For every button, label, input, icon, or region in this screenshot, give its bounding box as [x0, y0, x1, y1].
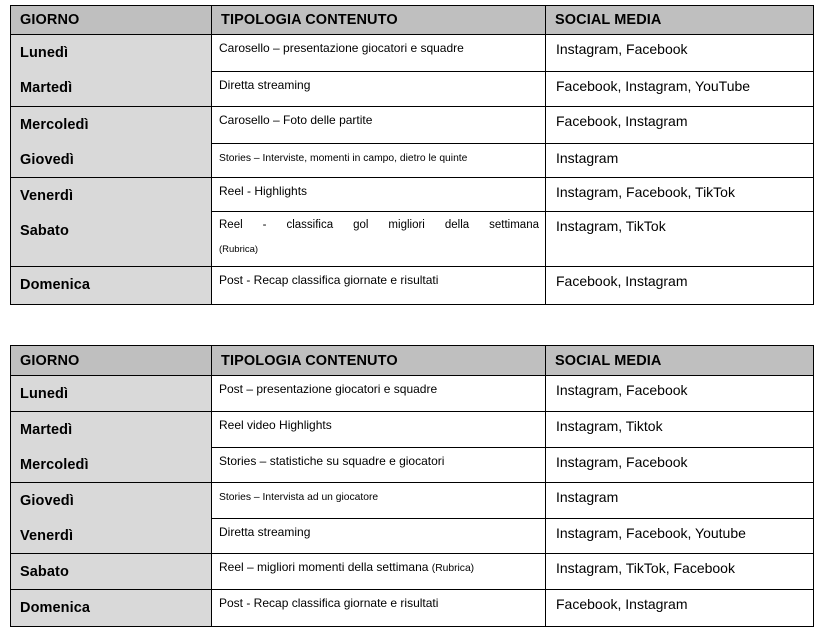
- day-label: Lunedì: [20, 44, 69, 61]
- day-cell-sabato: [11, 554, 212, 590]
- social-cell: Instagram, Tiktok: [546, 412, 814, 448]
- day-label: Sabato: [20, 563, 69, 580]
- content-cell: Post - Recap classifica giornate e risultati: [212, 590, 546, 627]
- day-label: Giovedì: [20, 492, 74, 509]
- content-cell: Stories – statistiche su squadre e giocatori: [212, 447, 546, 483]
- header-cell-contenuto: TIPOLOGIA CONTENUTO: [212, 6, 546, 35]
- day-cell-mercoledi-giovedi: [11, 107, 212, 178]
- content-cell: Stories – Intervista ad un giocatore: [212, 483, 546, 519]
- social-cell: Facebook, Instagram: [546, 590, 814, 627]
- rubrica-note: (Rubrica): [219, 243, 259, 255]
- table-row: [11, 267, 814, 305]
- header-cell-contenuto: TIPOLOGIA CONTENUTO: [212, 346, 546, 376]
- day-cell-martedi-mercoledi: [11, 412, 212, 483]
- header-cell-social: SOCIAL MEDIA: [546, 346, 814, 376]
- social-cell: Instagram, TikTok: [546, 212, 814, 267]
- content-cell: Diretta streaming: [212, 72, 546, 107]
- day-cell-venerdi-sabato: [11, 178, 212, 267]
- table-row: [11, 178, 814, 212]
- table-row: [11, 483, 814, 519]
- social-cell: Facebook, Instagram: [546, 267, 814, 305]
- header-row: [11, 6, 814, 35]
- content-cell: [212, 212, 546, 267]
- social-cell: Instagram: [546, 483, 814, 519]
- table-row: [11, 590, 814, 627]
- day-cell-domenica: [11, 267, 212, 305]
- header-cell-social: SOCIAL MEDIA: [546, 6, 814, 35]
- day-cell-giovedi-venerdi: [11, 483, 212, 554]
- table-row: [11, 554, 814, 590]
- content-cell: Post - Recap classifica giornate e risultati: [212, 267, 546, 305]
- social-cell: Instagram, Facebook: [546, 376, 814, 412]
- content-text: Reel – migliori momenti della settimana: [219, 560, 429, 574]
- day-cell-lunedi: [11, 376, 212, 412]
- content-cell: Diretta streaming: [212, 518, 546, 554]
- day-label: Venerdì: [20, 527, 74, 544]
- social-cell: Instagram, TikTok, Facebook: [546, 554, 814, 590]
- day-label: Domenica: [20, 599, 91, 616]
- day-cell-domenica: [11, 590, 212, 627]
- content-cell: Reel - Highlights: [212, 178, 546, 212]
- header-cell-giorno: GIORNO: [11, 6, 212, 35]
- day-label: Venerdì: [20, 187, 74, 204]
- social-cell: Instagram, Facebook: [546, 35, 814, 72]
- content-cell: Post – presentazione giocatori e squadre: [212, 376, 546, 412]
- table-row: [11, 107, 814, 144]
- day-label: Martedì: [20, 421, 73, 438]
- content-text: Reel - classifica gol migliori della settimana: [219, 219, 539, 231]
- day-label: Domenica: [20, 276, 91, 293]
- day-label: Giovedì: [20, 151, 74, 168]
- content-cell: Carosello – Foto delle partite: [212, 107, 546, 144]
- rubrica-note: (Rubrica): [431, 563, 475, 574]
- table-row: [11, 35, 814, 72]
- social-cell: Instagram: [546, 143, 814, 177]
- header-row: [11, 346, 814, 376]
- table-row: [11, 412, 814, 448]
- day-label: Mercoledì: [20, 456, 89, 473]
- content-plan-table-2: [10, 345, 814, 627]
- day-label: Sabato: [20, 222, 69, 239]
- content-plan-table-1: [10, 5, 814, 305]
- day-cell-lunedi-martedi: [11, 35, 212, 107]
- day-label: Mercoledì: [20, 116, 89, 133]
- social-cell: Instagram, Facebook, Youtube: [546, 518, 814, 554]
- table-row: [11, 376, 814, 412]
- content-cell: Carosello – presentazione giocatori e squadre: [212, 35, 546, 72]
- content-cell: Reel video Highlights: [212, 412, 546, 448]
- social-cell: Instagram, Facebook: [546, 447, 814, 483]
- header-cell-giorno: GIORNO: [11, 346, 212, 376]
- social-cell: Facebook, Instagram, YouTube: [546, 72, 814, 107]
- social-cell: Instagram, Facebook, TikTok: [546, 178, 814, 212]
- content-cell: [212, 554, 546, 590]
- day-label: Martedì: [20, 79, 73, 96]
- social-cell: Facebook, Instagram: [546, 107, 814, 144]
- day-label: Lunedì: [20, 385, 69, 402]
- content-cell: Stories – Interviste, momenti in campo, dietro le quinte: [212, 143, 546, 177]
